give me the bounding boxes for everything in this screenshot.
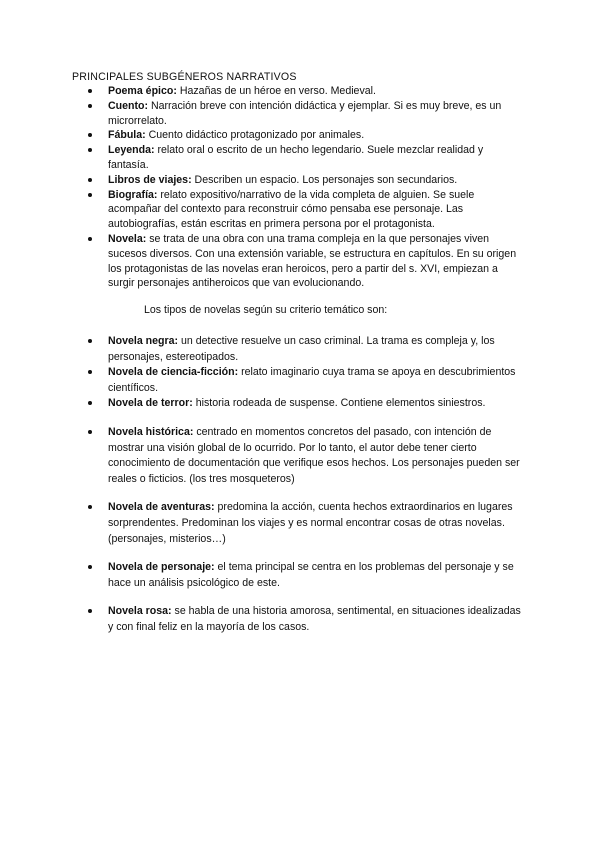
list-item-text: relato expositivo/narrativo de la vida completa de alguien. Se suele acompañar del contexto para reconstruir cómo pensaba ese personaje. Las autobiografías, están escritas en primera persona por el protagonista. xyxy=(108,188,475,231)
list-item xyxy=(0,334,600,365)
list-item-term: Novela rosa: xyxy=(108,605,172,618)
list-item-text: relato oral o escrito de un hecho legendario. Suele mezclar realidad y fantasía. xyxy=(108,144,484,171)
list-item xyxy=(0,173,600,188)
list-item-text: Describen un espacio. Los personajes son secundarios. xyxy=(191,173,458,186)
list-item-term: Poema épico: xyxy=(108,85,177,97)
novel-types-intro: Los tipos de novelas según su criterio temático son: xyxy=(144,304,388,316)
list-item-term: Novela de personaje: xyxy=(108,561,215,574)
spacer xyxy=(0,591,600,604)
list-item xyxy=(0,99,600,129)
list-item-term: Novela de terror: xyxy=(108,397,193,410)
list-item xyxy=(0,500,600,547)
list-item-term: Leyenda: xyxy=(108,144,155,157)
list-item xyxy=(0,128,600,143)
list-item-text: historia rodeada de suspense. Contiene elementos siniestros. xyxy=(192,397,486,410)
list-item-text: Narración breve con intención didáctica y ejemplar. Si es muy breve, es un microrrelato. xyxy=(108,99,502,127)
list-item-term: Novela histórica: xyxy=(108,425,194,438)
list-item xyxy=(0,84,600,99)
list-item-text: se habla de una historia amorosa, sentimental, en situaciones idealizadas y con final feliz en la mayoría de los casos. xyxy=(108,605,521,633)
list-item-text: un detective resuelve un caso criminal. La trama es compleja y, los personajes, estereotipados. xyxy=(108,335,495,363)
subgenre-list xyxy=(0,84,600,291)
novel-types-list xyxy=(0,334,600,636)
list-item-term: Fábula: xyxy=(108,129,146,142)
list-item-term: Biografía: xyxy=(108,188,158,201)
list-item-term: Libros de viajes: xyxy=(108,173,192,186)
spacer xyxy=(0,487,600,500)
list-item-text: se trata de una obra con una trama compleja en la que personajes viven sucesos diversos. Con una extensión variable, se estructura en capítulos. En su origen los protagonistas de las novelas eran heroicos, pero a partir del s. XVI, empiezan a surgir personajes antiheroicos que van evolucionando. xyxy=(108,232,517,290)
list-item-text: Hazañas de un héroe en verso. Medieval. xyxy=(176,85,376,97)
list-item xyxy=(0,188,600,232)
list-item-text: centrado en momentos concretos del pasado, con intención de mostrar una visión global de lo ocurrido. Por lo tanto, el autor debe tener cierto conocimiento de documentación que verifique esos hechos. Los personajes pueden ser reales o ficticios. (los tres mosqueteros) xyxy=(108,425,520,485)
list-item-term: Novela: xyxy=(108,232,147,245)
spacer xyxy=(0,547,600,560)
list-item xyxy=(0,143,600,173)
page-title: PRINCIPALES SUBGÉNEROS NARRATIVOS xyxy=(72,71,297,83)
list-item xyxy=(0,560,600,591)
list-item-term: Novela negra: xyxy=(108,335,179,347)
list-item xyxy=(0,425,600,487)
list-item xyxy=(0,396,600,412)
list-item-text: Cuento didáctico protagonizado por animales. xyxy=(145,129,365,142)
list-item-term: Novela de aventuras: xyxy=(108,501,215,514)
list-item-term: Novela de ciencia-ficción: xyxy=(108,366,239,379)
list-item xyxy=(0,365,600,396)
list-item-text: relato imaginario cuya trama se apoya en descubrimientos científicos. xyxy=(108,366,516,394)
list-item-term: Cuento: xyxy=(108,99,149,112)
spacer xyxy=(0,412,600,425)
list-item-text: el tema principal se centra en los problemas del personaje y se hace un análisis psicológico de este. xyxy=(108,561,514,589)
list-item-text: predomina la acción, cuenta hechos extraordinarios en lugares sorprendentes. Predominan los viajes y es normal encontrar cosas de otras novelas. (personajes, misterios…) xyxy=(108,501,513,545)
list-item xyxy=(0,604,600,635)
list-item xyxy=(0,232,600,291)
